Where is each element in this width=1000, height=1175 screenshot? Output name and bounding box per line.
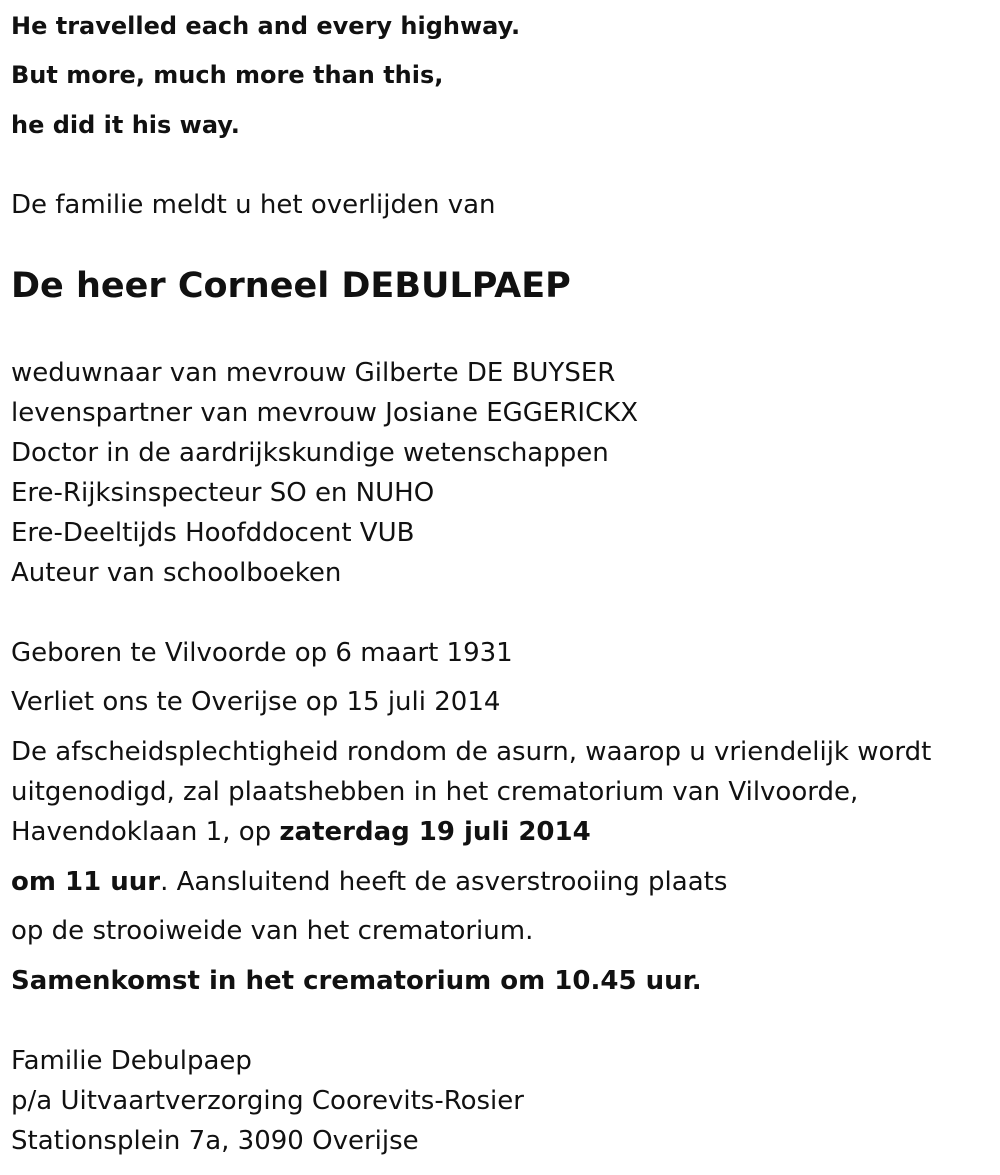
gathering-info — [11, 966, 702, 996]
title-line: Doctor in de aardrijkskundige wetenschappen — [11, 438, 609, 468]
quote-line-2: But more, much more than this, — [11, 61, 444, 89]
deceased-name: De heer Corneel DEBULPAEP — [11, 266, 571, 306]
ceremony-date: zaterdag 19 juli 2014 — [279, 817, 591, 847]
title-line: Ere-Rijksinspecteur SO en NUHO — [11, 478, 435, 508]
ceremony-line-2: uitgenodigd, zal plaatshebben in het crematorium van Vilvoorde, — [11, 777, 859, 807]
contact-family: Familie Debulpaep — [11, 1046, 252, 1076]
ceremony-time: om 11 uur — [11, 867, 161, 897]
title-line: levenspartner van mevrouw Josiane EGGERICKX — [11, 398, 639, 428]
ceremony-line-4 — [11, 867, 727, 897]
ceremony-line-5: op de strooiweide van het crematorium. — [11, 916, 534, 946]
quote-line-3: he did it his way. — [11, 111, 240, 139]
title-line: Auteur van schoolboeken — [11, 558, 342, 588]
birth-info: Geboren te Vilvoorde op 6 maart 1931 — [11, 638, 513, 668]
title-line: Ere-Deeltijds Hoofddocent VUB — [11, 518, 415, 548]
gathering-text: Samenkomst in het crematorium om 10.45 uur. — [11, 966, 702, 996]
ceremony-line-3 — [11, 817, 591, 847]
announcement-text: De familie meldt u het overlijden van — [11, 190, 496, 220]
ceremony-line-1: De afscheidsplechtigheid rondom de asurn, waarop u vriendelijk wordt — [11, 737, 932, 767]
contact-address: Stationsplein 7a, 3090 Overijse — [11, 1126, 419, 1156]
ceremony-location: Havendoklaan 1, op — [11, 817, 280, 847]
death-info: Verliet ons te Overijse op 15 juli 2014 — [11, 687, 501, 717]
quote-line-1: He travelled each and every highway. — [11, 12, 521, 40]
contact-funeral-home: p/a Uitvaartverzorging Coorevits-Rosier — [11, 1086, 524, 1116]
title-line: weduwnaar van mevrouw Gilberte DE BUYSER — [11, 358, 616, 388]
ceremony-scattering: . Aansluitend heeft de asverstrooiing plaats — [160, 867, 728, 897]
